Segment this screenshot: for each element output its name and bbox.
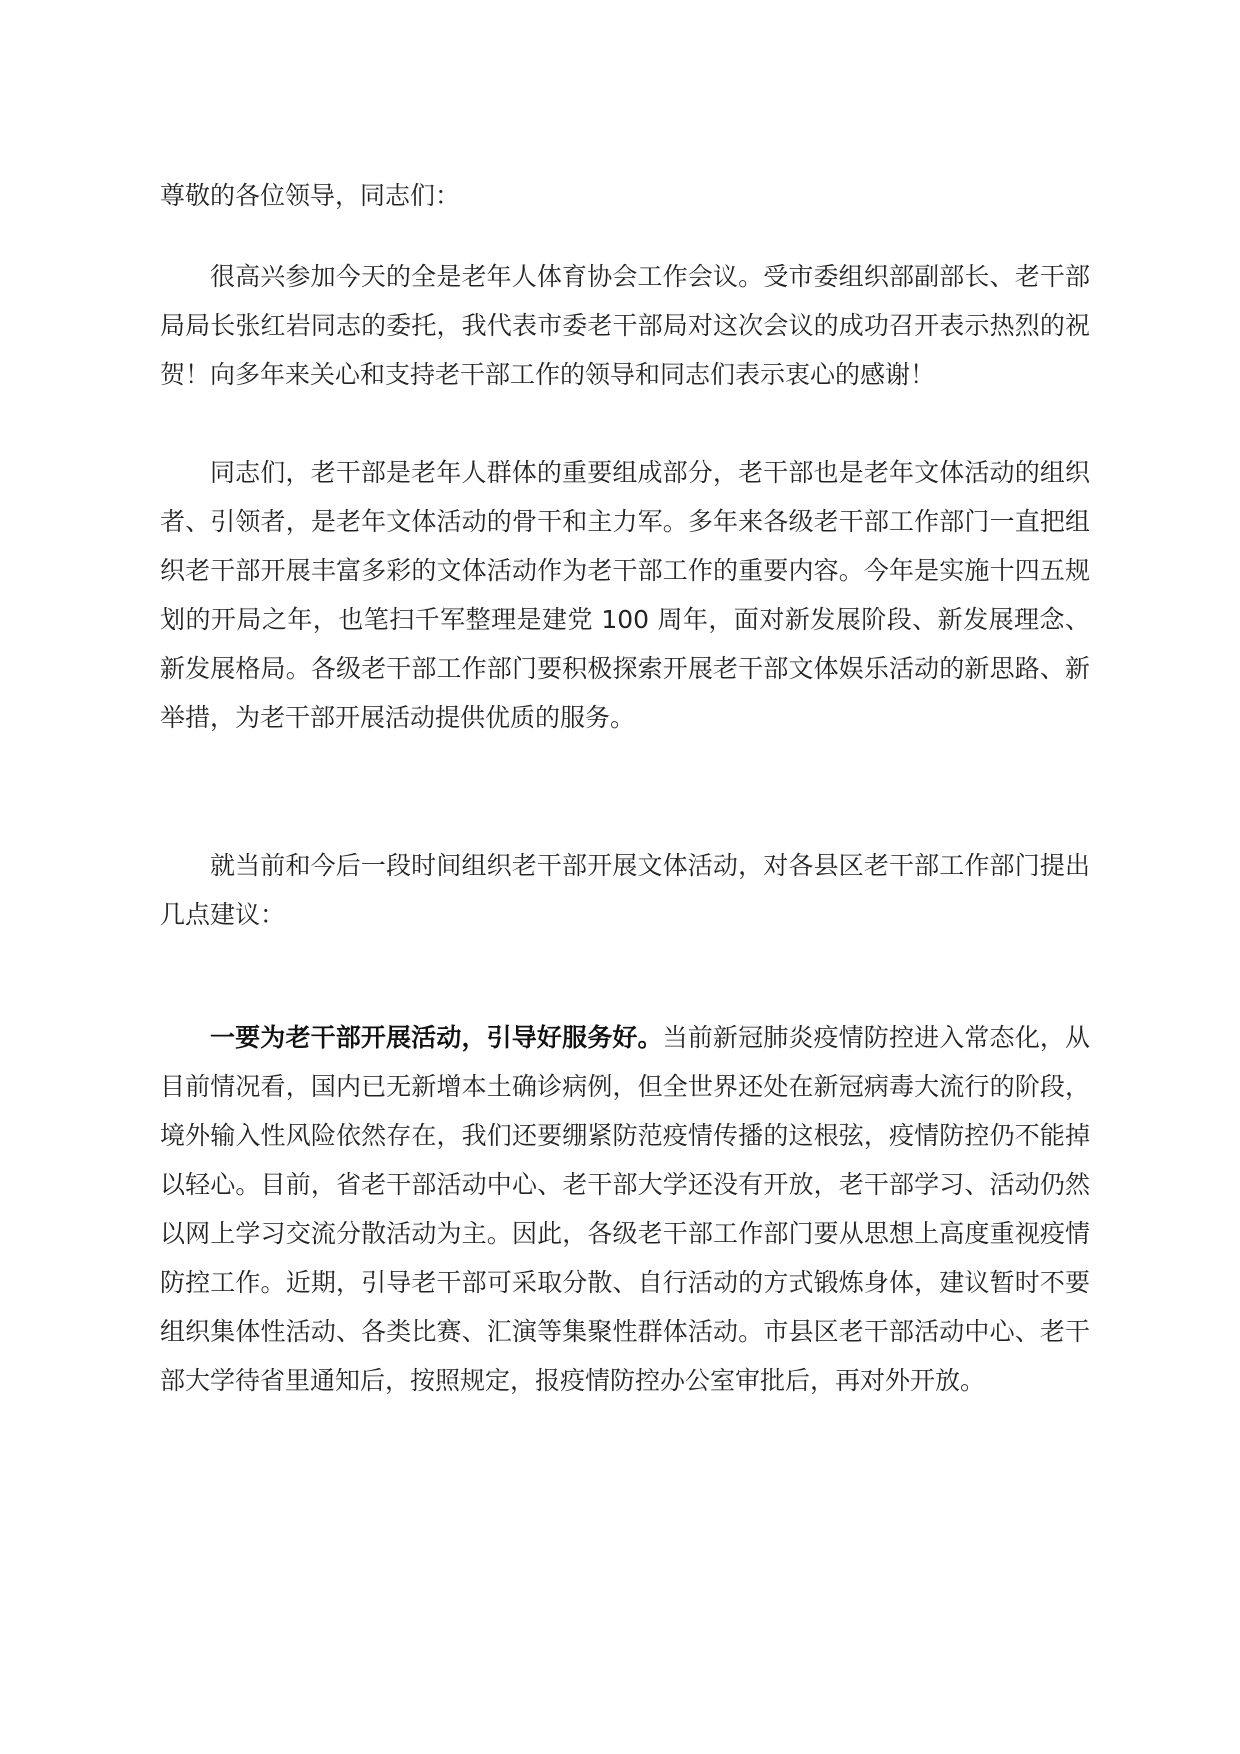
salutation: 尊敬的各位领导，同志们： [160,181,461,210]
suggestion-one-lead: 一要为老干部开展活动，引导好服务好。 [210,1023,663,1052]
paragraph-background: 同志们，老干部是老年人群体的重要组成部分，老干部也是老年文体活动的组织者、引领者，是老年文体活动的骨干和主力军。多年来各级老干部工作部门一直把组织老干部开展丰富多彩的文体活动作为老干部工作的重要内容。今年是实施十四五规划的开局之年，也笔扫千军整理是建党 100 周年，面对新发展阶段、新发展理念、新发展格局。各级老干部工作部门要积极探索开展老干部文体娱乐活动的新思路、新举措，为老干部开展活动提供优质的服务。 [160,458,1090,732]
suggestion-one-body: 当前新冠肺炎疫情防控进入常态化，从目前情况看，国内已无新增本土确诊病例，但全世界还处在新冠病毒大流行的阶段，境外输入性风险依然存在，我们还要绷紧防范疫情传播的这根弦，疫情防控仍不能掉以轻心。目前，省老干部活动中心、老干部大学还没有开放，老干部学习、活动仍然以网上学习交流分散活动为主。因此，各级老干部工作部门要从思想上高度重视疫情防控工作。近期，引导老干部可采取分散、自行活动的方式锻炼身体，建议暂时不要组织集体性活动、各类比赛、汇演等集聚性群体活动。市县区老干部活动中心、老干部大学待省里通知后，按照规定，报疫情防控办公室审批后，再对外开放。 [160,1023,1090,1395]
paragraph-suggestions-intro: 就当前和今后一段时间组织老干部开展文体活动，对各县区老干部工作部门提出几点建议： [160,851,1090,929]
paragraph-greeting: 很高兴参加今天的全是老年人体育协会工作会议。受市委组织部副部长、老干部局局长张红岩同志的委托，我代表市委老干部局对这次会议的成功召开表示热烈的祝贺！向多年来关心和支持老干部工作的领导和同志们表示衷心的感谢！ [160,262,1090,389]
paragraph-suggestion-one [160,1013,1090,1405]
